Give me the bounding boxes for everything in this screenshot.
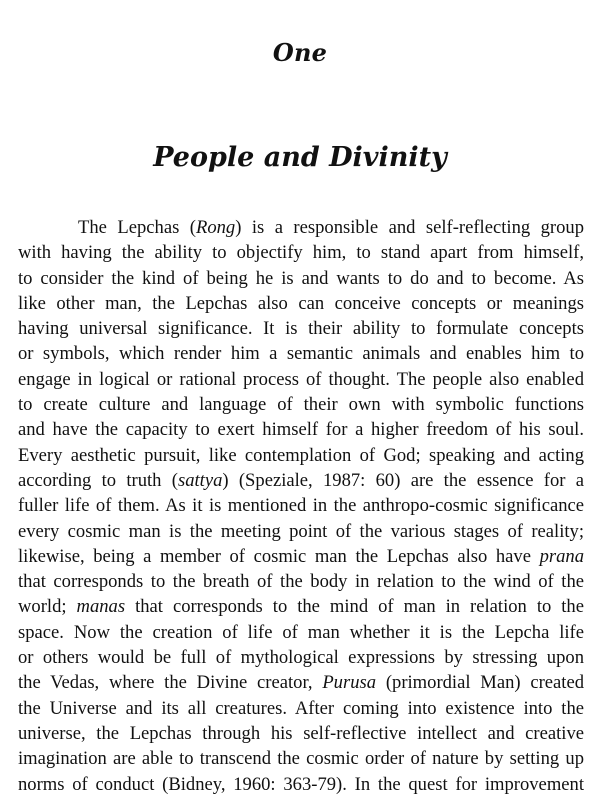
text-line: Every aesthetic pursuit, like contemplation of God; speaking and acting [18,444,584,466]
text-line: space. Now the creation of life of man whether it is the Lepcha life [18,621,584,643]
text-line: with having the ability to objectify him, to stand apart from himself, [18,242,584,264]
text-line: world; manas that corresponds to the mind of man in relation to the [18,596,584,618]
text-line: or symbols, which render him a semantic animals and enables him to [18,343,584,365]
text-line: the Universe and its all creatures. After coming into existence into the [18,697,584,719]
text-line: having universal significance. It is their ability to formulate concepts [18,318,584,340]
text-line: according to truth (sattya) (Speziale, 1987: 60) are the essence for a [18,469,584,491]
chapter-number: One [272,38,328,67]
text-line: and have the capacity to exert himself for a higher freedom of his soul. [18,419,584,441]
body-paragraph [18,215,584,797]
text-line: like other man, the Lepchas also can conceive concepts or meanings [18,292,584,314]
text-line: fuller life of them. As it is mentioned in the anthropo-cosmic significance [18,495,584,517]
text-line: to consider the kind of being he is and wants to do and to become. As [18,267,584,289]
text-line: that corresponds to the breath of the body in relation to the wind of the [18,571,584,593]
text-line: engage in logical or rational process of thought. The people also enabled [18,368,584,390]
text-line: The Lepchas (Rong) is a responsible and self-reflecting group [78,217,584,238]
text-line: or others would be full of mythological expressions by stressing upon [18,647,584,669]
text-line: likewise, being a member of cosmic man the Lepchas also have prana [18,545,584,567]
text-line: the Vedas, where the Divine creator, Purusa (primordial Man) created [18,672,584,694]
text-line: every cosmic man is the meeting point of the various stages of reality; [18,520,584,542]
text-line: norms of conduct (Bidney, 1960: 363-79). In the quest for improvement [18,773,584,795]
text-line: universe, the Lepchas through his self-reflective intellect and creative [18,722,584,744]
text-line: to create culture and language of their own with symbolic functions [18,394,584,416]
text-line: imagination are able to transcend the cosmic order of nature by setting up [18,748,584,770]
chapter-title: People and Divinity [153,142,447,173]
